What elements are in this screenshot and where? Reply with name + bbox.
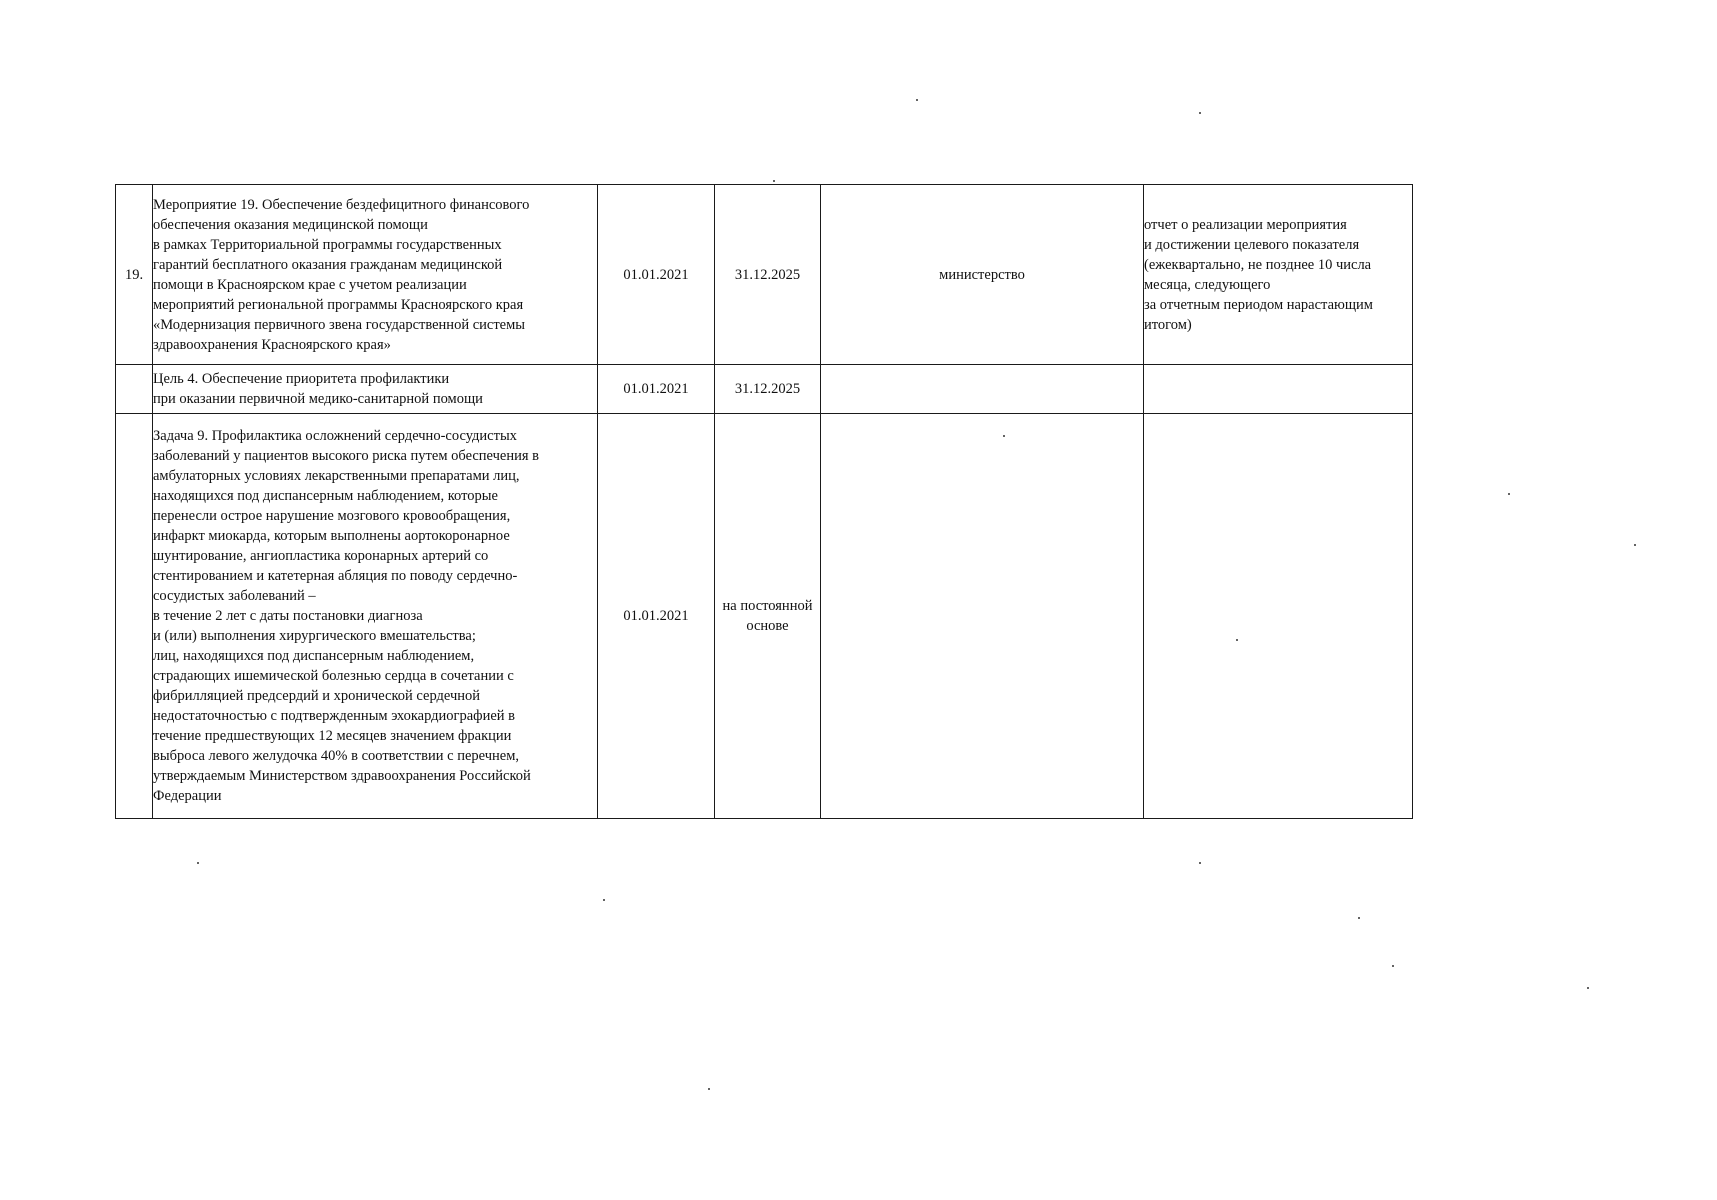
end-date: на постоянной основе bbox=[715, 414, 821, 819]
scan-speck bbox=[603, 899, 605, 901]
table-row bbox=[116, 365, 1413, 414]
table-row bbox=[116, 185, 1413, 365]
scan-speck bbox=[1587, 987, 1589, 989]
scan-speck bbox=[1392, 965, 1394, 967]
start-date: 01.01.2021 bbox=[598, 185, 715, 365]
scan-speck bbox=[773, 180, 775, 182]
scan-speck bbox=[1199, 862, 1201, 864]
activity-table bbox=[115, 184, 1413, 819]
row-description: Задача 9. Профилактика осложнений сердечно-сосудистых заболеваний у пациентов высокого риска путем обеспечения в амбулаторных условиях лекарственными препаратами лиц, находящихся под диспансерным наблюдением, которые перенесли острое нарушение мозгового кровообращения, инфаркт миокарда, которым выполнены аортокоронарное шунтирование, ангиопластика коронарных артерий со стентированием и катетерная абляция по поводу сердечно- сосудистых заболеваний – в течение 2 лет с даты постановки диагноза и (или) выполнения хирургического вмешательства; лиц, находящихся под диспансерным наблюдением, страдающих ишемической болезнью сердца в сочетании с фибрилляцией предсердий и хронической сердечной недостаточностью с подтвержденным эхокардиографией в течение предшествующих 12 месяцев значением фракции выброса левого желудочка 40% в соответствии с перечнем, утверждаемым Министерством здравоохранения Российской Федерации bbox=[153, 414, 598, 819]
report-cell bbox=[1144, 365, 1413, 414]
end-date: 31.12.2025 bbox=[715, 185, 821, 365]
table-row bbox=[116, 414, 1413, 819]
scan-speck bbox=[1634, 544, 1636, 546]
row-description: Мероприятие 19. Обеспечение бездефицитного финансового обеспечения оказания медицинской помощи в рамках Территориальной программы государственных гарантий бесплатного оказания гражданам медицинской помощи в Красноярском крае с учетом реализации мероприятий региональной программы Красноярского края «Модернизация первичного звена государственной системы здравоохранения Красноярского края» bbox=[153, 185, 598, 365]
scan-speck bbox=[1199, 112, 1201, 114]
scan-speck bbox=[916, 99, 918, 101]
scan-speck bbox=[708, 1088, 710, 1090]
executor-cell: министерство bbox=[821, 185, 1144, 365]
row-number: 19. bbox=[116, 185, 153, 365]
row-number bbox=[116, 365, 153, 414]
row-number bbox=[116, 414, 153, 819]
scan-speck bbox=[1003, 435, 1005, 437]
scan-speck bbox=[197, 862, 199, 864]
scan-speck bbox=[1508, 493, 1510, 495]
scan-speck bbox=[1236, 639, 1238, 641]
report-cell bbox=[1144, 414, 1413, 819]
start-date: 01.01.2021 bbox=[598, 414, 715, 819]
executor-cell bbox=[821, 414, 1144, 819]
scan-speck bbox=[1358, 917, 1360, 919]
report-cell: отчет о реализации мероприятия и достижении целевого показателя (ежеквартально, не позднее 10 числа месяца, следующего за отчетным периодом нарастающим итогом) bbox=[1144, 185, 1413, 365]
row-description: Цель 4. Обеспечение приоритета профилактики при оказании первичной медико-санитарной помощи bbox=[153, 365, 598, 414]
start-date: 01.01.2021 bbox=[598, 365, 715, 414]
end-date: 31.12.2025 bbox=[715, 365, 821, 414]
executor-cell bbox=[821, 365, 1144, 414]
